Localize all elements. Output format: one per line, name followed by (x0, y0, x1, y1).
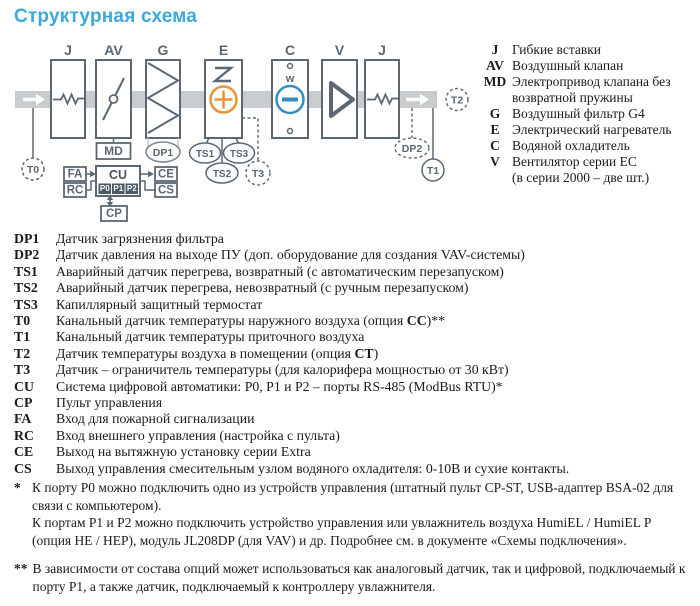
legend-key: AV (486, 58, 504, 73)
definition-key: CU (14, 378, 34, 394)
legend-line: (в серии 2000 – две шт.) (512, 170, 650, 185)
unit-label-filter: G (157, 42, 169, 58)
definition-row (14, 461, 690, 477)
cu-to-cs-line (140, 181, 155, 190)
definition-key: FA (14, 411, 32, 427)
legend-key: C (490, 138, 500, 153)
definition-key: TS2 (14, 280, 38, 296)
legend-line: возвратной пружины (512, 90, 633, 105)
legend-row (478, 122, 696, 138)
cu-to-ce-arrow (140, 171, 154, 177)
svg-text:RC: RC (66, 184, 84, 197)
sensor-ts3 (224, 138, 255, 163)
definition-row (14, 395, 690, 411)
svg-text:P1: P1 (113, 184, 124, 193)
legend-row (478, 106, 696, 122)
footnote-text (33, 560, 691, 595)
definition-row (14, 280, 690, 296)
definition-row (14, 428, 690, 444)
legend-key: J (491, 42, 499, 57)
definition-row (14, 313, 690, 329)
sensor-dp1 (146, 138, 180, 162)
footnote (14, 560, 690, 595)
legend-key: G (489, 106, 501, 121)
svg-text:T2: T2 (450, 94, 464, 107)
sensor-t2 (446, 89, 468, 111)
definition-text: Канальный датчик температуры наружного воздуха (опция CC)** (56, 313, 446, 329)
definition-text: Канальный датчик температуры приточного воздуха (56, 329, 365, 345)
footnote-text (32, 479, 690, 549)
definition-row (14, 362, 690, 378)
legend-row (478, 74, 696, 106)
footnote-paragraph: К порту P0 можно подключить одно из устройств управления (штатный пульт CP-ST, USB-адаптер BSA-02 для связи с компьютером). (32, 480, 674, 513)
definition-text: Датчик загрязнения фильтра (56, 231, 224, 246)
definition-row (14, 346, 690, 362)
definition-row (14, 411, 690, 427)
legend-text (512, 138, 696, 154)
svg-text:T1: T1 (426, 165, 440, 177)
svg-text:DP1: DP1 (152, 147, 174, 159)
svg-text:P0: P0 (99, 184, 110, 193)
definition-row (14, 329, 690, 345)
legend-line: Гибкие вставки (512, 42, 602, 57)
svg-text:MD: MD (104, 144, 123, 158)
legend-line: Электропривод клапана без (512, 74, 671, 89)
fa-to-cu-arrow (86, 171, 96, 177)
legend-line: Вентилятор серии EC (512, 154, 637, 169)
cp-to-cu-arrow (107, 196, 113, 207)
control-unit-cluster (64, 166, 177, 221)
definition-text: Выход управления смесительным узлом водяного охладителя: 0-10В и сухие контакты. (56, 460, 570, 476)
definition-key: CP (14, 395, 33, 411)
legend-line: Воздушный фильтр G4 (512, 106, 645, 121)
definition-key: CS (14, 460, 32, 476)
definition-row (14, 379, 690, 395)
footnote-marker: ** (14, 561, 28, 576)
sensor-dp2 (395, 108, 429, 158)
svg-text:T0: T0 (26, 164, 40, 176)
definition-key: DP1 (14, 231, 40, 246)
definition-text: Пульт управления (56, 395, 163, 411)
footnote-paragraph: К портам P1 и P2 можно подключить устройство управления или увлажнитель воздуха HumiEL / HumiEL P (опция HE / HEP), модуль JL208DP (для VAV) и др. Подробнее см. в документе «Схемы подключения». (32, 515, 651, 548)
definition-text: Система цифровой автоматики: P0, P1 и P2 – порты RS-485 (ModBus RTU)* (56, 378, 503, 394)
definition-text: Датчик – ограничитель температуры (для калорифера мощностью от 30 кВт) (56, 362, 509, 378)
definition-text: Датчик давления на выходе ПУ (доп. оборудование для создания VAV-системы) (56, 247, 525, 263)
footnote-paragraph: В зависимости от состава опций может использоваться как аналоговый датчик, так и цифровой, подключаемый к порту P1, а также датчик, подключаемый к контроллеру увлажнителя. (32, 561, 686, 594)
definition-text: Выход на вытяжную установку серии Extra (56, 444, 311, 460)
sensor-t0 (22, 108, 44, 180)
unit-label-air-valve: AV (104, 42, 123, 58)
definition-text: Капиллярный защитный термостат (56, 296, 263, 312)
legend-text (512, 122, 696, 138)
svg-text:FA: FA (67, 168, 83, 181)
definition-row (14, 247, 690, 263)
legend-text (512, 106, 696, 122)
page-title: Структурная схема (14, 6, 198, 27)
legend-text (512, 154, 696, 186)
definition-text: Датчик температуры воздуха в помещении (опция CT) (56, 345, 379, 361)
unit-label-flex-insert-2: J (378, 42, 386, 58)
svg-text:TS3: TS3 (229, 149, 249, 160)
definition-text: Вход для пожарной сигнализации (56, 411, 255, 427)
definition-key: DP2 (14, 247, 40, 263)
legend-key: V (490, 154, 500, 169)
definition-row (14, 444, 690, 460)
definition-text: Аварийный датчик перегрева, невозвратный (с ручным перезапуском) (56, 280, 469, 296)
definition-key: T1 (14, 329, 31, 345)
svg-text:CE: CE (158, 168, 174, 181)
definition-key: TS1 (14, 263, 38, 279)
definition-row (14, 264, 690, 280)
definition-key: T3 (14, 362, 31, 378)
definitions-list (14, 231, 690, 477)
unit-label-fan: V (334, 42, 345, 58)
definition-key: TS3 (14, 296, 38, 312)
svg-text:CS: CS (158, 184, 174, 197)
svg-text:P2: P2 (126, 184, 137, 193)
structural-diagram (0, 38, 470, 230)
rc-to-cu-line (86, 181, 96, 190)
legend-line: Водяной охладитель (512, 138, 630, 153)
footnote (14, 479, 690, 549)
legend-key: E (490, 122, 500, 137)
actuator-md (97, 138, 131, 159)
footnotes (14, 479, 690, 606)
legend-line: Электрический нагреватель (512, 122, 672, 137)
legend-text (512, 74, 696, 106)
unit-label-flex-insert-1: J (64, 42, 72, 58)
svg-text:DP2: DP2 (401, 143, 423, 155)
unit-label-cooler: C (284, 42, 296, 58)
legend-line: Воздушный клапан (512, 58, 624, 73)
legend-text (512, 42, 696, 58)
cooler-w-label: w (285, 73, 295, 85)
definition-key: T0 (14, 313, 31, 329)
legend-text (512, 58, 696, 74)
legend-row (478, 42, 696, 58)
svg-text:T3: T3 (251, 168, 265, 180)
svg-text:CU: CU (108, 168, 128, 182)
definition-text: Аварийный датчик перегрева, возвратный (с автоматическим перезапуском) (56, 263, 504, 279)
footnote-marker: * (14, 480, 21, 495)
legend-row (478, 138, 696, 154)
definition-row (14, 231, 690, 247)
svg-text:CP: CP (106, 208, 122, 220)
legend-key: MD (483, 74, 507, 89)
legend-row (478, 154, 696, 186)
definition-key: CE (14, 444, 34, 460)
sensor-ts1 (190, 138, 221, 163)
definition-text: Вход внешнего управления (настройка с пульта) (56, 427, 340, 443)
svg-text:TS2: TS2 (212, 169, 232, 180)
definition-row (14, 297, 690, 313)
svg-text:TS1: TS1 (195, 149, 215, 160)
legend-row (478, 58, 696, 74)
legend (478, 42, 696, 186)
unit-label-heater: E (218, 42, 229, 58)
definition-key: T2 (14, 345, 31, 361)
definition-key: RC (14, 427, 34, 443)
